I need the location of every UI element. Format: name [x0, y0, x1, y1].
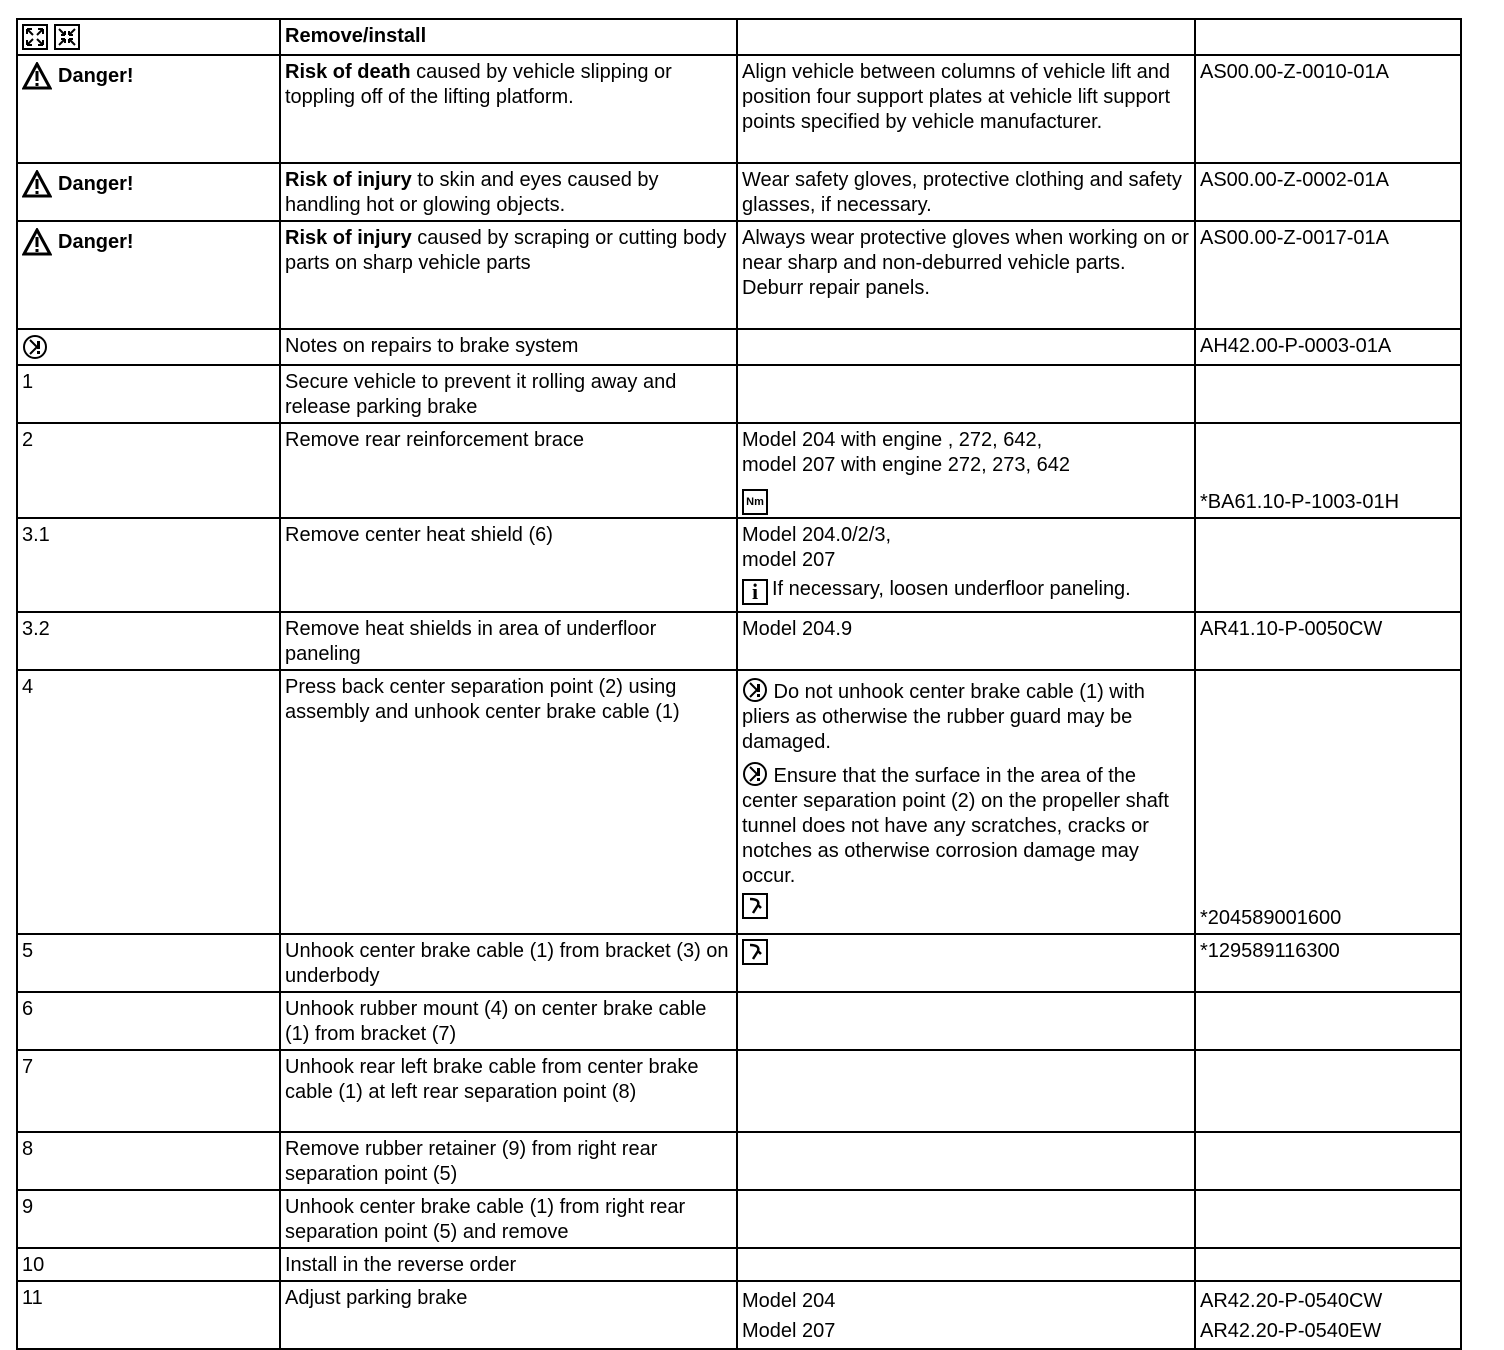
- step-number: 6: [17, 992, 280, 1050]
- torque-nm-icon[interactable]: Nm: [742, 489, 768, 515]
- step-row: [17, 365, 1461, 423]
- caution-note: Do not unhook center brake cable (1) with pliers as otherwise the rubber guard may be damaged.: [742, 681, 1145, 753]
- header-row: [17, 19, 1461, 55]
- model-note: Model 204.0/2/3,: [742, 524, 891, 546]
- model-note: Model 204.9: [737, 612, 1195, 670]
- step-text: Install in the reverse order: [280, 1248, 737, 1281]
- step-number: 3.1: [17, 518, 280, 612]
- reference-link[interactable]: AH42.00-P-0003-01A: [1195, 329, 1461, 365]
- step-number: 1: [17, 365, 280, 423]
- step-row: [17, 1190, 1461, 1248]
- step-text: Remove center heat shield (6): [280, 518, 737, 612]
- step-row: [17, 1248, 1461, 1281]
- header-icons-cell: [17, 19, 280, 55]
- danger-row: [17, 163, 1461, 221]
- danger-row: [17, 55, 1461, 163]
- step-text: Unhook rubber mount (4) on center brake cable (1) from bracket (7): [280, 992, 737, 1050]
- note-circle-icon: [22, 334, 48, 360]
- risk-title: Risk of injury: [285, 227, 412, 249]
- step-text: Unhook rear left brake cable from center brake cable (1) at left rear separation point (8): [280, 1050, 737, 1132]
- notes-text: Notes on repairs to brake system: [280, 329, 737, 365]
- notes-row: [17, 329, 1461, 365]
- reference-link[interactable]: AR42.20-P-0540EW: [1200, 1320, 1382, 1342]
- risk-description: caused by vehicle slipping or toppling off of the lifting platform.: [285, 61, 672, 108]
- reference-link[interactable]: AS00.00-Z-0010-01A: [1195, 55, 1461, 163]
- reference-link[interactable]: AR42.20-P-0540CW: [1200, 1290, 1383, 1312]
- step-row: [17, 612, 1461, 670]
- special-tool-icon[interactable]: [742, 939, 768, 965]
- step-text: Secure vehicle to prevent it rolling away and release parking brake: [280, 365, 737, 423]
- step-number: 8: [17, 1132, 280, 1190]
- expand-icon[interactable]: [22, 24, 48, 50]
- step-text: Unhook center brake cable (1) from bracket (3) on underbody: [280, 934, 737, 992]
- instruction: Always wear protective gloves when working on or near sharp and non-deburred vehicle parts.: [742, 227, 1189, 274]
- risk-title: Risk of injury: [285, 169, 412, 191]
- danger-label: Danger!: [58, 172, 134, 195]
- danger-label: Danger!: [58, 64, 134, 87]
- reference-link[interactable]: AR41.10-P-0050CW: [1195, 612, 1461, 670]
- model-note: Model 204 with engine , 272, 642,: [742, 429, 1043, 451]
- step-text: Adjust parking brake: [280, 1281, 737, 1349]
- step-text: Remove heat shields in area of underfloor paneling: [280, 612, 737, 670]
- collapse-icon[interactable]: [54, 24, 80, 50]
- info-text: If necessary, loosen underfloor paneling.: [772, 578, 1131, 600]
- step-row: [17, 1132, 1461, 1190]
- step-text: Unhook center brake cable (1) from right rear separation point (5) and remove: [280, 1190, 737, 1248]
- warning-triangle-icon: [22, 170, 52, 198]
- step-row: [17, 1281, 1461, 1349]
- danger-label: Danger!: [58, 230, 134, 253]
- step-number: 3.2: [17, 612, 280, 670]
- step-number: 11: [17, 1281, 280, 1349]
- step-row: [17, 934, 1461, 992]
- reference-link[interactable]: *204589001600: [1195, 670, 1461, 934]
- step-number: 5: [17, 934, 280, 992]
- risk-title: Risk of death: [285, 61, 411, 83]
- reference-link[interactable]: AS00.00-Z-0002-01A: [1195, 163, 1461, 221]
- step-text: Remove rubber retainer (9) from right rear separation point (5): [280, 1132, 737, 1190]
- danger-row: [17, 221, 1461, 329]
- instruction: Align vehicle between columns of vehicle lift and position four support plates at vehicle lift support points specified by vehicle manufacturer.: [737, 55, 1195, 163]
- model-note: model 207: [742, 549, 836, 571]
- warning-triangle-icon: [22, 62, 52, 90]
- model-note: Model 207: [742, 1320, 836, 1342]
- step-row: [17, 1050, 1461, 1132]
- step-text: Remove rear reinforcement brace: [280, 423, 737, 518]
- step-row: [17, 992, 1461, 1050]
- risk-description: caused by scraping or cutting body parts on sharp vehicle parts: [285, 227, 727, 274]
- risk-description: to skin and eyes caused by handling hot or glowing objects.: [285, 169, 659, 216]
- special-tool-icon[interactable]: [742, 893, 768, 919]
- reference-link[interactable]: *BA61.10-P-1003-01H: [1195, 423, 1461, 518]
- step-row: [17, 423, 1461, 518]
- page-title: Remove/install: [280, 19, 737, 55]
- warning-triangle-icon: [22, 228, 52, 256]
- caution-note: Ensure that the surface in the area of the center separation point (2) on the propeller shaft tunnel does not have any scratches, cracks or notches as otherwise corrosion damage may occur.: [742, 765, 1169, 887]
- instruction: Deburr repair panels.: [742, 277, 930, 299]
- step-number: 7: [17, 1050, 280, 1132]
- model-note: Model 204: [742, 1290, 836, 1312]
- step-row: [17, 670, 1461, 934]
- step-number: 9: [17, 1190, 280, 1248]
- reference-link[interactable]: *129589116300: [1195, 934, 1461, 992]
- info-icon: i: [742, 579, 768, 605]
- step-number: 4: [17, 670, 280, 934]
- note-circle-icon: [742, 677, 768, 703]
- procedure-table: [16, 18, 1462, 1350]
- instruction: Wear safety gloves, protective clothing and safety glasses, if necessary.: [737, 163, 1195, 221]
- step-number: 2: [17, 423, 280, 518]
- reference-link[interactable]: AS00.00-Z-0017-01A: [1195, 221, 1461, 329]
- step-row: [17, 518, 1461, 612]
- step-text: Press back center separation point (2) using assembly and unhook center brake cable (1): [280, 670, 737, 934]
- note-circle-icon: [742, 761, 768, 787]
- step-number: 10: [17, 1248, 280, 1281]
- model-note: model 207 with engine 272, 273, 642: [742, 454, 1071, 476]
